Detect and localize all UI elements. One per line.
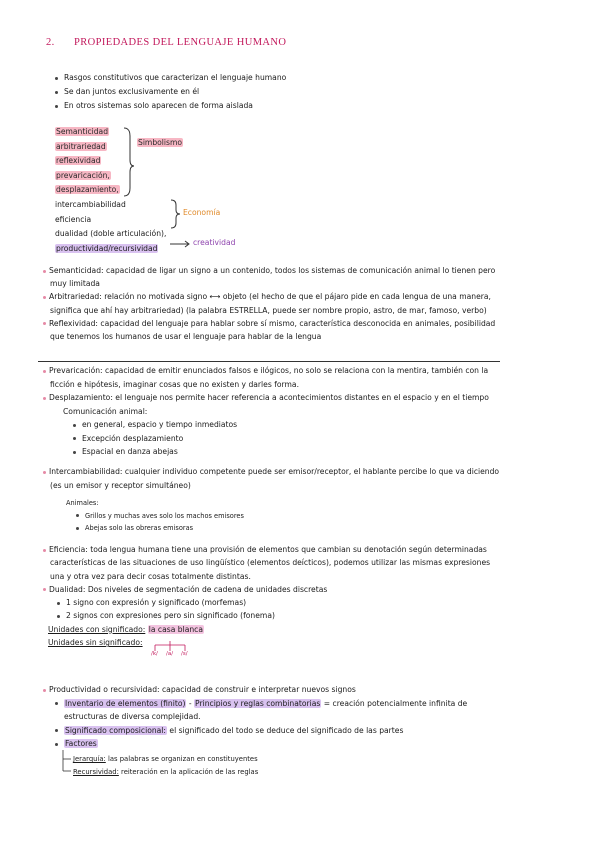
property-intercambiabilidad: intercambiabilidad — [55, 199, 126, 209]
animales-block: Animales: Grillos y muchas aves solo los machos emisores Abejas solo las obreras emisoras — [66, 499, 244, 532]
label-economia: Economía — [183, 208, 221, 217]
bullet-icon — [55, 105, 58, 108]
bullet-icon — [43, 689, 46, 692]
bullet-icon — [43, 322, 46, 325]
phoneme-a: /a/ — [166, 651, 174, 657]
def-cont: que tenemos los humanos de usar el lenguaje para hablar de la lengua — [50, 332, 322, 342]
bullet-icon — [55, 729, 58, 732]
bullet-icon — [55, 91, 58, 94]
bullet-icon — [43, 296, 46, 299]
bullet-icon — [73, 424, 76, 427]
bullet-icon — [55, 702, 58, 705]
bullet-icon — [57, 615, 60, 618]
brace-economia-icon — [171, 200, 180, 228]
sub-title: Comunicación animal: — [63, 406, 148, 416]
bullet-icon — [43, 397, 46, 400]
bullet-icon — [73, 451, 76, 454]
def-term: Reflexividad: — [49, 318, 98, 328]
units-with-meaning-label: Unidades con significado: — [48, 624, 146, 634]
phoneme-tree — [150, 641, 210, 653]
def-cont: significa que ahí hay arbitrariedad) (la palabra ESTRELLA, puede ser nombre propio, astro, de mar, famoso, verbo) — [50, 305, 487, 315]
def-cont: muy limitada — [50, 279, 100, 289]
bullet-icon — [43, 549, 46, 552]
section-number: 2. — [46, 37, 55, 48]
bullet-icon — [55, 77, 58, 80]
page-title: PROPIEDADES DEL LENGUAJE HUMANO — [74, 37, 287, 48]
intro-list — [55, 71, 286, 113]
property-arbitrariedad: arbitrariedad — [56, 141, 106, 151]
def-text: capacidad del lenguaje para hablar sobre sí mismo, característica desconocida en animales, posibilidad — [100, 318, 496, 328]
bullet-icon — [55, 743, 58, 746]
intro-item: Se dan juntos exclusivamente en él — [55, 85, 286, 99]
intro-item: En otros sistemas solo aparecen de forma aislada — [55, 99, 286, 113]
label-simbolismo: Simbolismo — [138, 138, 183, 147]
example-casa-blanca: la casa blanca — [148, 624, 203, 634]
def-text: capacidad de ligar un signo a un contenido, todos los sistemas de comunicación animal lo tienen pero — [106, 266, 496, 275]
bullet-icon — [43, 270, 46, 273]
bullet-icon — [43, 370, 46, 373]
label-creatividad: creatividad — [193, 238, 236, 247]
def-text: relación no motivada signo ⟷ objeto (el hecho de que el pájaro pide en cada lengua de una manera, — [104, 292, 491, 302]
definitions-block-4: Eficiencia: toda lengua humana tiene una provisión de elementos que cambian su denotación según determinadas características de las situaciones de uso lingüístico (elementos deícticos), podemos utilizar las mismas expresiones una y otra vez para decir cosas totalmente distintas. Dualidad: Dos niveles de segmentación de cadena de unidades discretas 1 signo con expresión y significado (morfemas) 2 signos con expresiones pero sin significado (fonema) Unidades con significado: la casa blanca Unidades sin significado: — [43, 543, 490, 649]
property-dualidad: dualidad (doble articulación), — [55, 229, 167, 239]
property-prevaricacion: prevaricación, — [56, 170, 110, 180]
property-eficiencia: eficiencia — [55, 214, 92, 224]
bullet-icon — [76, 514, 79, 517]
definitions-block-5: Productividad o recursividad: capacidad de construir e interpretar nuevos signos Inventario de elementos (finito) - Principios y reglas combinatorias = creación potencialmente infinita de estructuras de diversa complejidad. Significado composicional: el significado del todo se deduce del significado de las partes Factores — [43, 683, 467, 751]
def-term: Arbitrariedad: — [49, 292, 102, 302]
bullet-icon — [43, 471, 46, 474]
definitions-block-1 — [43, 264, 495, 343]
definitions-block-3: Intercambiabilidad: cualquier individuo competente puede ser emisor/receptor, el hablante percibe lo que va diciendo (es un emisor y receptor simultáneo) — [43, 465, 499, 492]
bullet-icon — [43, 588, 46, 591]
bullet-icon — [57, 602, 60, 605]
phoneme-k: /k/ — [151, 651, 158, 657]
divider — [38, 361, 500, 362]
property-reflexividad: reflexividad — [56, 156, 101, 166]
property-semanticidad: Semanticidad — [56, 127, 109, 136]
property-productividad: productividad/recursividad — [56, 243, 158, 253]
factores-list: Jerarquía: las palabras se organizan en constituyentes Recursividad: reiteración en la aplicación de las reglas — [73, 755, 259, 776]
bullet-icon — [76, 527, 79, 530]
bullet-icon — [73, 437, 76, 440]
phoneme-s: /s/ — [181, 651, 188, 657]
definitions-block-2: Prevaricación: capacidad de emitir enunciados falsos e ilógicos, no solo se relaciona con la mentira, también con la ficción e hipótesis, imaginar cosas que no existen y darles forma. Desplazamiento: el lenguaje nos permite hacer referencia a acontecimientos distantes en el espacio y en el tiempo Comunicación animal: en general, espacio y tiempo inmediatos Excepción desplazamiento Espacial en danza abejas — [43, 364, 489, 459]
units-without-meaning-label: Unidades sin significado: — [48, 638, 143, 648]
property-desplazamiento: desplazamiento, — [56, 185, 119, 195]
intro-item: Rasgos constitutivos que caracterizan el lenguaje humano — [55, 71, 286, 85]
def-term: Semanticidad: — [49, 266, 104, 275]
